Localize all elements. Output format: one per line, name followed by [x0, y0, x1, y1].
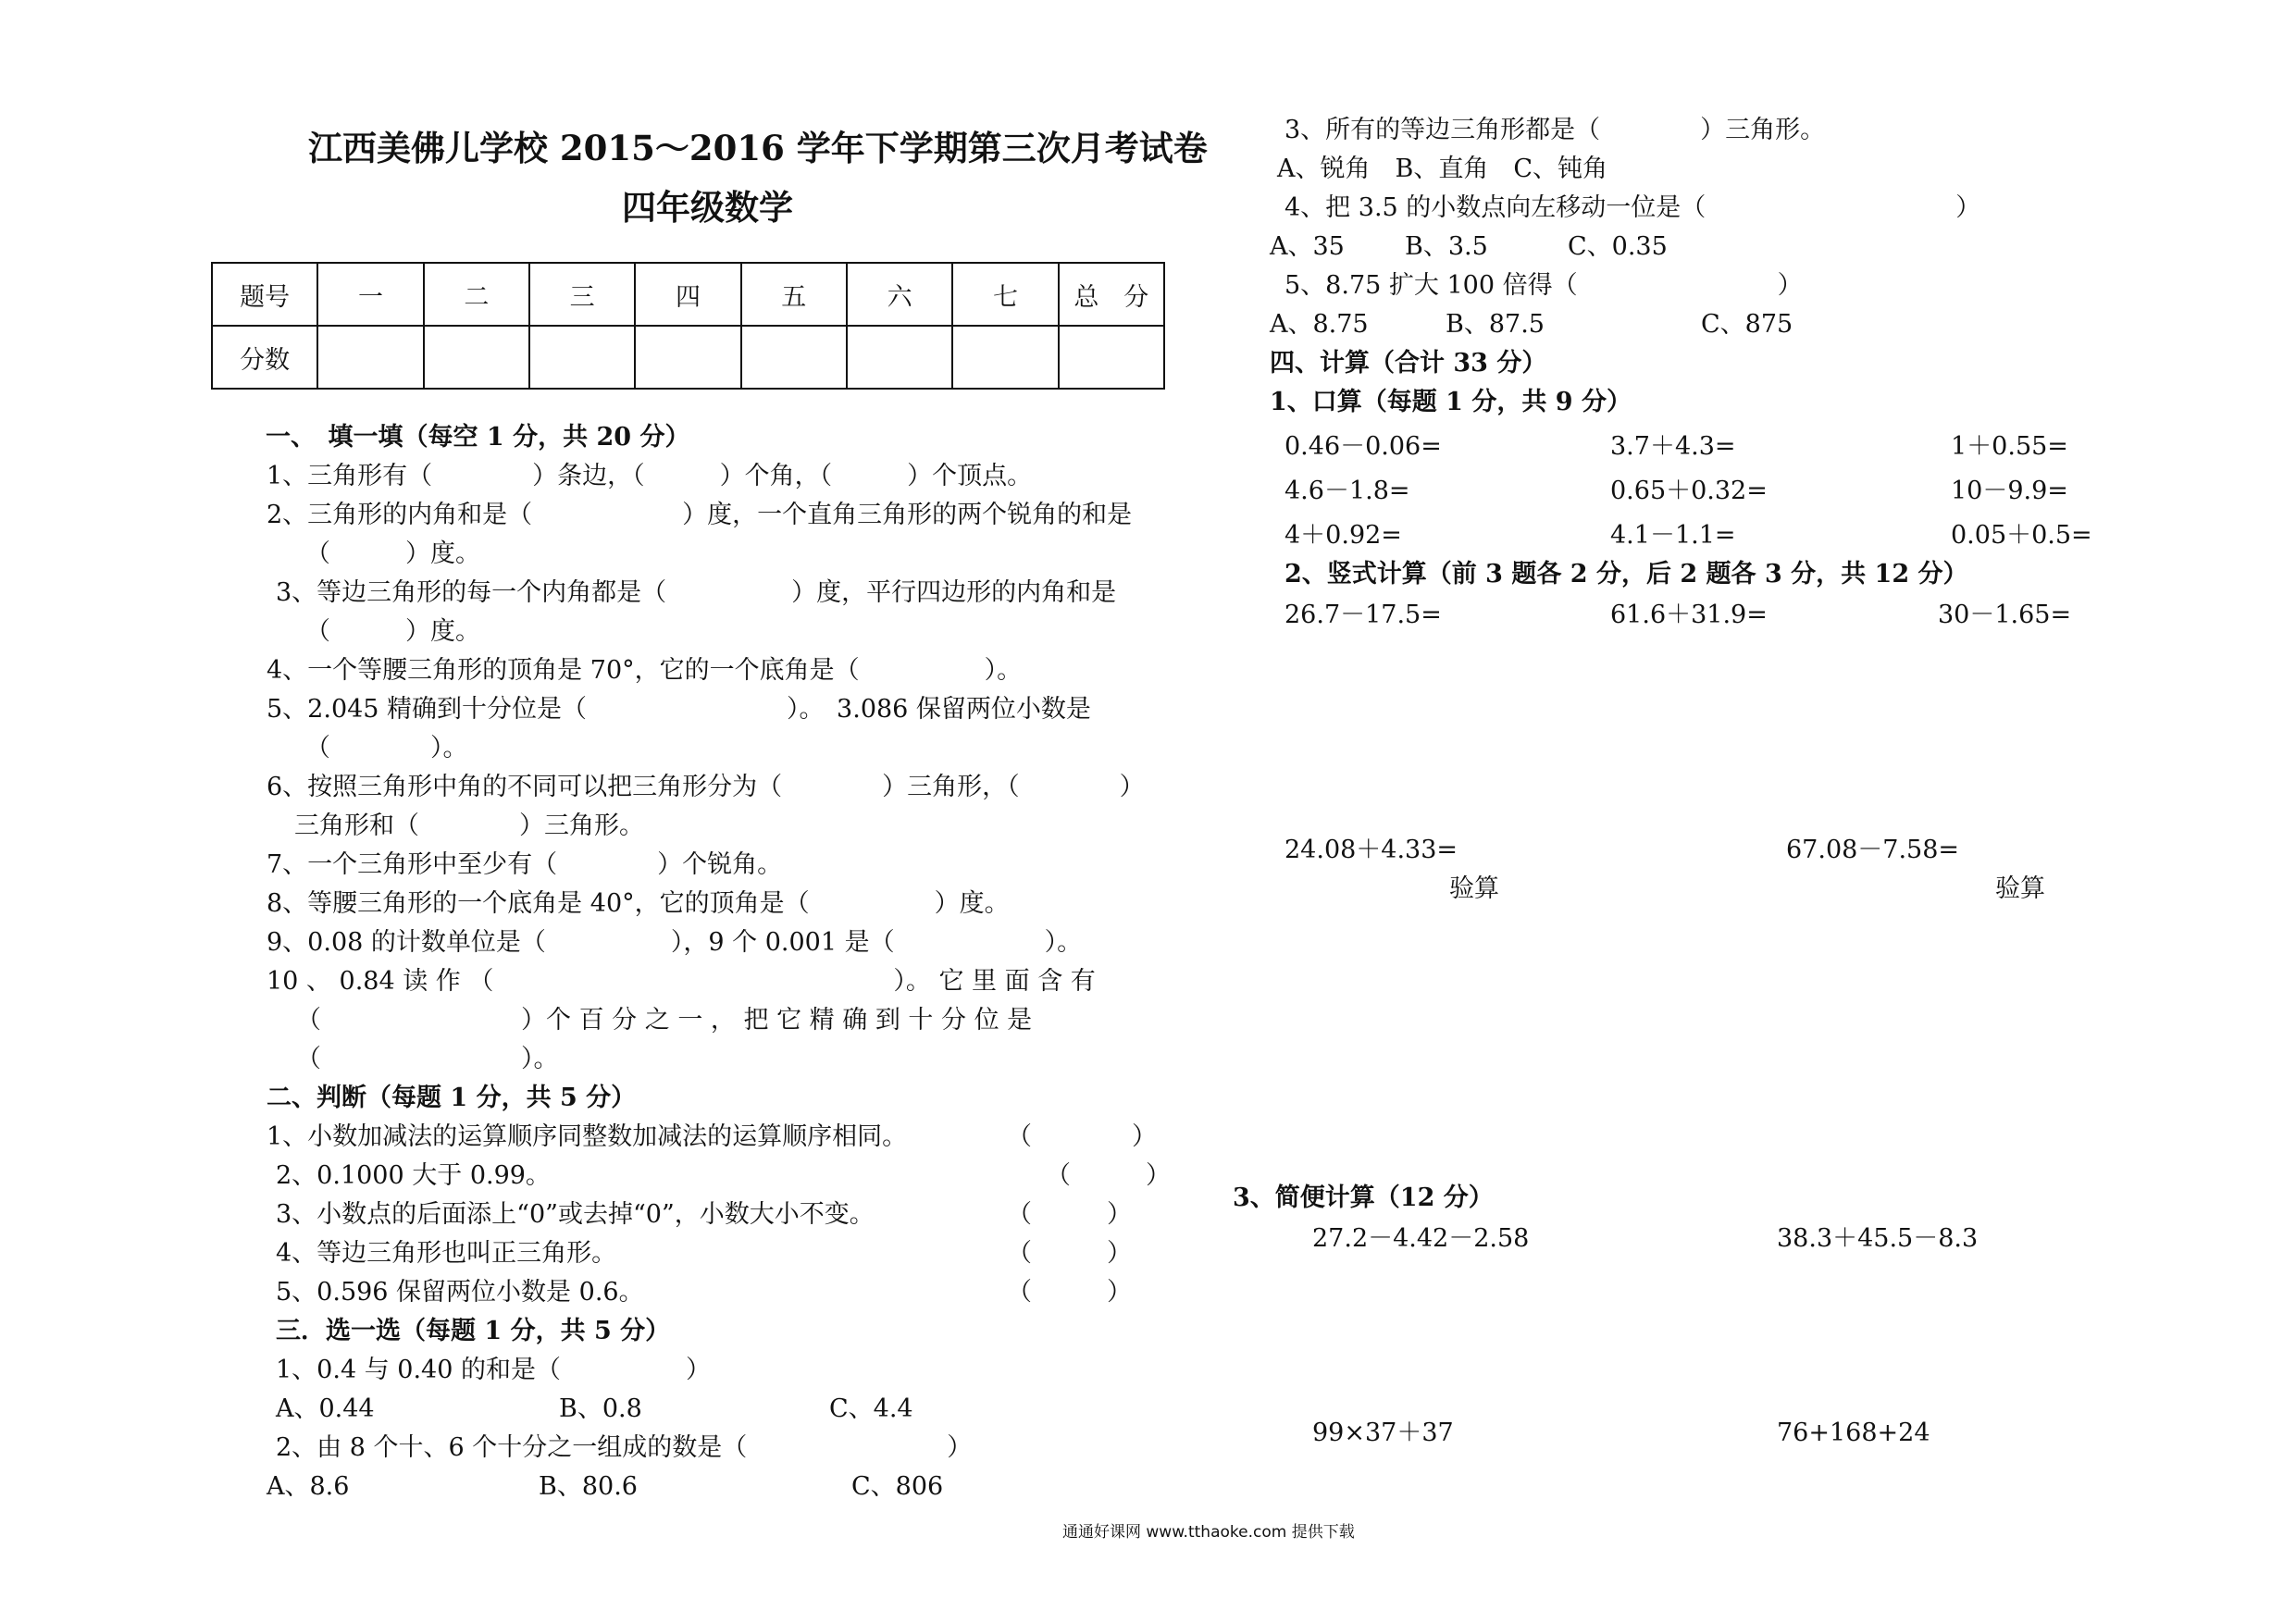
section-4-heading: 四、计算（合计 33 分） — [1270, 349, 1547, 378]
table-cell: 二 — [424, 263, 529, 326]
table-cell: 七 — [952, 263, 1058, 326]
choice-option[interactable]: C、4.4 — [829, 1394, 913, 1423]
oral-calc-item: 4.1－1.1= — [1610, 521, 1736, 550]
score-input-cell[interactable] — [317, 326, 423, 389]
choice-option[interactable]: B、3.5 — [1405, 232, 1488, 261]
score-table-header-row — [212, 263, 1164, 326]
choice-question: 5、8.75 扩大 100 倍得（ ） — [1285, 271, 1803, 300]
oral-calc-item: 0.65＋0.32= — [1610, 477, 1768, 505]
score-input-cell[interactable] — [635, 326, 740, 389]
question-line: 3、等边三角形的每一个内角都是（ ）度，平行四边形的内角和是 — [276, 578, 1117, 607]
table-cell: 题号 — [212, 263, 317, 326]
oral-calc-item: 3.7＋4.3= — [1610, 432, 1736, 461]
table-cell: 三 — [529, 263, 635, 326]
score-input-cell[interactable] — [847, 326, 952, 389]
choice-option[interactable]: A、8.6 — [267, 1472, 350, 1501]
choice-option[interactable]: B、87.5 — [1446, 310, 1545, 339]
judgment-item: 4、等边三角形也叫正三角形。 — [276, 1239, 617, 1268]
question-line: （ ）度。 — [305, 539, 480, 568]
score-table-score-row — [212, 326, 1164, 389]
score-input-cell[interactable] — [952, 326, 1058, 389]
oral-calc-item: 4.6－1.8= — [1285, 477, 1410, 505]
choice-option[interactable]: B、80.6 — [539, 1472, 638, 1501]
choice-option[interactable]: C、806 — [851, 1472, 944, 1501]
judgment-item: 1、小数加减法的运算顺序同整数加减法的运算顺序相同。 — [267, 1122, 908, 1151]
simple-calc-item: 27.2－4.42－2.58 — [1312, 1224, 1530, 1253]
table-cell: 五 — [741, 263, 847, 326]
check-label: 验算 — [1995, 874, 2045, 903]
question-line: （ ）。 — [296, 1045, 559, 1073]
oral-calc-item: 10－9.9= — [1951, 477, 2068, 505]
vertical-calc-item: 61.6＋31.9= — [1610, 601, 1768, 629]
question-line: 9、0.08 的计数单位是（ ），9 个 0.001 是（ ）。 — [267, 928, 1083, 957]
section-3-heading: 三．选一选（每题 1 分，共 5 分） — [276, 1317, 671, 1345]
judgment-item: 5、0.596 保留两位小数是 0.6。 — [276, 1278, 644, 1307]
question-line: 1、三角形有（ ）条边，（ ）个角，（ ）个顶点。 — [267, 462, 1033, 490]
judgment-answer-paren[interactable]: （ ） — [1007, 1122, 1157, 1151]
footer-download-note: 通通好课网 www.tthaoke.com 提供下载 — [1062, 1523, 1355, 1542]
table-cell: 六 — [847, 263, 952, 326]
choice-option[interactable]: A、8.75 — [1270, 310, 1369, 339]
vertical-calc-item: 26.7－17.5= — [1285, 601, 1442, 629]
vertical-calc-item: 30－1.65= — [1938, 601, 2072, 629]
choice-options-line[interactable]: A、锐角 B、直角 C、钝角 — [1277, 155, 1607, 183]
question-line: 10 、 0.84 读 作 （ ）。 它 里 面 含 有 — [267, 967, 1096, 996]
judgment-answer-paren[interactable]: （ ） — [1007, 1239, 1132, 1268]
check-label: 验算 — [1449, 874, 1499, 903]
choice-option[interactable]: C、0.35 — [1568, 232, 1668, 261]
exam-title: 江西美佛儿学校 2015～2016 学年下学期第三次月考试卷 — [308, 128, 1208, 168]
judgment-answer-paren[interactable]: （ ） — [1046, 1161, 1171, 1190]
question-line: 6、按照三角形中角的不同可以把三角形分为（ ）三角形，（ ） — [267, 773, 1145, 801]
choice-question: 3、所有的等边三角形都是（ ）三角形。 — [1285, 116, 1826, 144]
table-cell: 总 分 — [1059, 263, 1164, 326]
question-line: （ ）度。 — [305, 617, 480, 646]
judgment-item: 3、小数点的后面添上“0”或去掉“0”，小数大小不变。 — [276, 1200, 875, 1229]
oral-calc-item: 1＋0.55= — [1951, 432, 2068, 461]
choice-question: 1、0.4 与 0.40 的和是（ ） — [276, 1356, 711, 1384]
judgment-item: 2、0.1000 大于 0.99。 — [276, 1161, 551, 1190]
simple-calc-item: 76+168+24 — [1777, 1419, 1930, 1447]
question-line: 7、一个三角形中至少有（ ）个锐角。 — [267, 850, 783, 879]
table-cell: 四 — [635, 263, 740, 326]
score-input-cell[interactable] — [529, 326, 635, 389]
question-line: 2、三角形的内角和是（ ）度，一个直角三角形的两个锐角的和是 — [267, 501, 1133, 529]
choice-question: 4、把 3.5 的小数点向左移动一位是（ ） — [1285, 193, 1981, 222]
judgment-answer-paren[interactable]: （ ） — [1007, 1278, 1132, 1307]
score-input-cell[interactable] — [741, 326, 847, 389]
simple-calc-heading: 3、简便计算（12 分） — [1233, 1183, 1494, 1212]
simple-calc-item: 38.3＋45.5－8.3 — [1777, 1224, 1979, 1253]
score-input-cell[interactable] — [1059, 326, 1164, 389]
vertical-calc-item: 24.08＋4.33= — [1285, 836, 1458, 864]
table-cell: 一 — [317, 263, 423, 326]
oral-calc-item: 0.05＋0.5= — [1951, 521, 2092, 550]
section-2-heading: 二、判断（每题 1 分，共 5 分） — [267, 1084, 637, 1112]
score-input-cell[interactable] — [424, 326, 529, 389]
question-line: （ ）个 百 分 之 一 ， 把 它 精 确 到 十 分 位 是 — [296, 1006, 1033, 1035]
choice-option[interactable]: A、35 — [1270, 232, 1345, 261]
choice-option[interactable]: A、0.44 — [276, 1394, 375, 1423]
exam-subtitle: 四年级数学 — [622, 187, 793, 228]
oral-calc-item: 0.46－0.06= — [1285, 432, 1442, 461]
table-cell: 分数 — [212, 326, 317, 389]
vertical-calc-heading: 2、竖式计算（前 3 题各 2 分，后 2 题各 3 分，共 12 分） — [1285, 560, 1968, 588]
choice-option[interactable]: B、0.8 — [559, 1394, 642, 1423]
section-1-heading: 一、 填一填（每空 1 分，共 20 分） — [266, 423, 690, 452]
question-line: 8、等腰三角形的一个底角是 40°，它的顶角是（ ）度。 — [267, 889, 1010, 918]
score-table — [211, 262, 1165, 390]
choice-question: 2、由 8 个十、6 个十分之一组成的数是（ ） — [276, 1433, 973, 1462]
question-line: 三角形和（ ）三角形。 — [294, 812, 644, 840]
question-line: （ ）。 — [305, 734, 468, 762]
judgment-answer-paren[interactable]: （ ） — [1007, 1200, 1132, 1229]
simple-calc-item: 99×37＋37 — [1312, 1419, 1454, 1447]
choice-option[interactable]: C、875 — [1701, 310, 1793, 339]
question-line: 5、2.045 精确到十分位是（ ）。 3.086 保留两位小数是 — [267, 695, 1091, 724]
oral-calc-heading: 1、口算（每题 1 分，共 9 分） — [1270, 388, 1632, 416]
oral-calc-item: 4＋0.92= — [1285, 521, 1402, 550]
question-line: 4、一个等腰三角形的顶角是 70°，它的一个底角是（ ）。 — [267, 656, 1023, 685]
vertical-calc-item: 67.08－7.58= — [1786, 836, 1960, 864]
